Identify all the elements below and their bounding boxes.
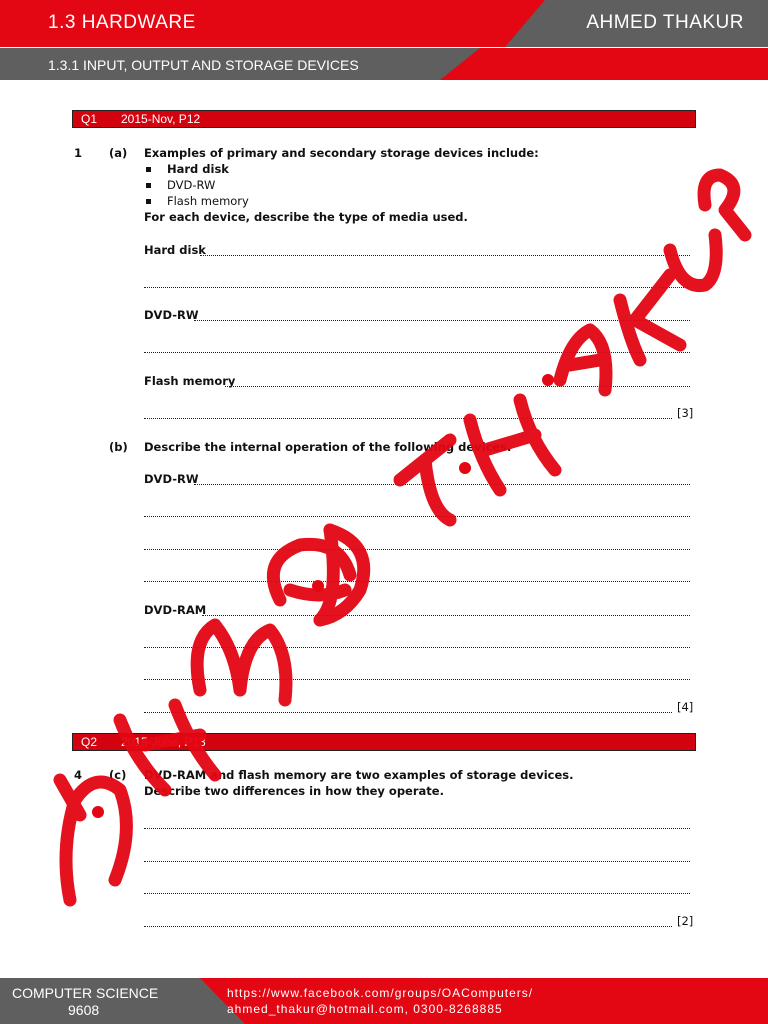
answer-line[interactable] bbox=[194, 484, 690, 485]
question-bar-number: Q2 bbox=[81, 735, 98, 749]
marks-label: [3] bbox=[677, 406, 694, 420]
question-bar-q1 bbox=[72, 110, 696, 128]
answer-line[interactable] bbox=[144, 287, 690, 288]
answer-line[interactable] bbox=[225, 386, 690, 387]
part-c-line2: Describe two differences in how they operate. bbox=[144, 784, 444, 798]
bullet-icon bbox=[146, 199, 151, 204]
bullet-item: Flash memory bbox=[167, 194, 249, 208]
part-c-line1: DVD-RAM and flash memory are two examples of storage devices. bbox=[144, 768, 574, 782]
answer-line[interactable] bbox=[144, 581, 690, 582]
section-title: 1.3.1 INPUT, OUTPUT AND STORAGE DEVICES bbox=[48, 57, 359, 73]
answer-line[interactable] bbox=[200, 255, 690, 256]
answer-line[interactable] bbox=[144, 861, 690, 862]
answer-label: Hard disk bbox=[144, 243, 206, 257]
footer-subject: COMPUTER SCIENCE bbox=[12, 985, 159, 1001]
answer-line[interactable] bbox=[144, 893, 690, 894]
question-number: 4 bbox=[74, 768, 83, 782]
part-label-a: (a) bbox=[109, 146, 128, 160]
answer-line[interactable] bbox=[144, 549, 690, 550]
author-name: AHMED THAKUR bbox=[586, 12, 744, 33]
answer-line[interactable] bbox=[144, 828, 690, 829]
part-a-instruction: For each device, describe the type of media used. bbox=[144, 210, 468, 224]
question-bar-session: 2015-Nov, P12 bbox=[121, 112, 201, 126]
marks-label: [4] bbox=[677, 700, 694, 714]
part-label-b: (b) bbox=[109, 440, 128, 454]
answer-label: Flash memory bbox=[144, 374, 236, 388]
answer-label: DVD-RW bbox=[144, 472, 199, 486]
footer-url-link[interactable]: https://www.facebook.com/groups/OAComputers/ bbox=[227, 986, 534, 1000]
part-label-c: (c) bbox=[109, 768, 127, 782]
bullet-item: DVD-RW bbox=[167, 178, 216, 192]
answer-line[interactable] bbox=[144, 418, 672, 419]
bullet-icon bbox=[146, 183, 151, 188]
answer-line[interactable] bbox=[144, 679, 690, 680]
footer-contact: ahmed_thakur@hotmail.com, 0300-8268885 bbox=[227, 1002, 503, 1016]
question-bar-q2 bbox=[72, 733, 696, 751]
question-bar-number: Q1 bbox=[81, 112, 98, 126]
part-a-intro: Examples of primary and secondary storage devices include: bbox=[144, 146, 539, 160]
bullet-icon bbox=[146, 167, 151, 172]
question-number: 1 bbox=[74, 146, 83, 160]
answer-label: DVD-RW bbox=[144, 308, 199, 322]
bullet-item: Hard disk bbox=[167, 162, 229, 176]
answer-label: DVD-RAM bbox=[144, 603, 207, 617]
part-b-intro: Describe the internal operation of the following devices. bbox=[144, 440, 512, 454]
question-bar-session: 2015-June, P13 bbox=[121, 735, 206, 749]
marks-label: [2] bbox=[677, 914, 694, 928]
answer-line[interactable] bbox=[194, 320, 690, 321]
answer-line[interactable] bbox=[144, 352, 690, 353]
answer-line[interactable] bbox=[144, 926, 672, 927]
answer-line[interactable] bbox=[144, 712, 672, 713]
answer-line[interactable] bbox=[144, 516, 690, 517]
chapter-title: 1.3 HARDWARE bbox=[48, 12, 196, 33]
answer-line[interactable] bbox=[202, 615, 690, 616]
answer-line[interactable] bbox=[144, 647, 690, 648]
footer-code: 9608 bbox=[68, 1002, 100, 1018]
